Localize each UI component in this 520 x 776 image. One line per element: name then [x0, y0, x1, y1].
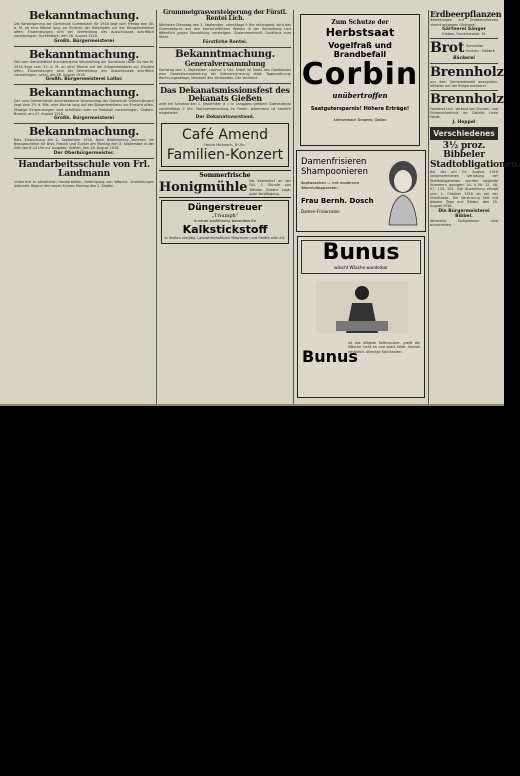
page-bottom-edge [0, 404, 504, 406]
brot-text: Schneider · Kuchen · Gebäck [466, 44, 498, 53]
damen-salon: Damen-Frisiersalon [301, 209, 340, 214]
corbin-seller: Alleinverkauf: Drogerie, Gießen [333, 118, 387, 122]
damen-ad [296, 150, 426, 232]
bunus-text: ist das billigste Seifenpulver, greift die Wäsche nicht an und spart Seife. Überall erhältlich. Alleinige Fabrikanten. [348, 341, 420, 354]
divider [159, 83, 291, 84]
kalk-text: in Gießen vorrätig. Landwirtschaftliche Maschinen und Geräte aller Art. [164, 236, 286, 241]
duenger-sub: „Triumph“ [211, 213, 239, 220]
cafe-ad [161, 123, 289, 167]
divider [14, 158, 154, 159]
brennholz-heading-2: Brennholz [430, 92, 504, 108]
bonds-note: Verlorene Obligationen sind anzumelden. [430, 218, 498, 228]
bunus-slogan: wäscht Wäsche wunderbar [334, 265, 388, 270]
divider [430, 90, 498, 91]
corbin-brand: Corbin [301, 57, 419, 92]
notice-signature: Großh. Bürgermeisterei Lollar. [45, 77, 123, 83]
mission-heading: Das Dekanatsmissionsfest des Dekanats Gießen [160, 84, 290, 103]
divider [14, 123, 154, 124]
notice-heading: Bekanntmachung. [28, 9, 140, 22]
notice-text: Der vom Gemeinderat durchberatene Voranschlag der Gemeinde Großen-Buseck liegt vom 29. d. Mts. eine Woche lang auf der Bürgermeisterei zur Einsicht offen. Etwaige Einwendungen sind schriftlich oder zu Protokoll vorzubringen. Großen-Buseck, am 27. August 1918. [14, 99, 154, 116]
duenger-ad [161, 200, 289, 243]
brot-ad [430, 41, 498, 56]
honig-ad [159, 170, 291, 198]
assembly-text: Samstag den 1. September, nachm. 2 Uhr, findet im Saale des Gasthauses eine Generalversammlung der Viehversicherung statt. Tagesordnung: Rechnungsablage, Neuwahl des Vorstandes. Der Vorstand. [159, 67, 291, 81]
auction-heading: Grummetgrasversteigerung der Fürstl. Rentei Lich. [163, 9, 287, 23]
notice-signature: Der Oberbürgermeister. [53, 150, 115, 156]
brot-heading: Brot [430, 40, 465, 57]
mission-text: wird am Sonntag den 1. September d. J. in Langgöns gefeiert. Gottesdienst nachmittags 2 Uhr, Nachversammlung im Freien. Jedermann ist herzlich eingeladen. [159, 102, 291, 115]
brennholz-heading: Brennholz [430, 64, 504, 80]
divider [159, 47, 291, 48]
divider [430, 63, 498, 64]
column-1 [14, 10, 154, 404]
school-heading: Handarbeitsschule von Frl. Landmann [18, 159, 150, 180]
section-banner: Verschiedenes [430, 127, 498, 140]
column-rule [156, 10, 157, 404]
notice-signature: Großh. Bürgermeisterei [53, 38, 115, 44]
bonds-text: Bei der am 24. August 1918 vorgenommenen Verlosung der Stadtobligationen wurden folgende Nummern gezogen: Lit. A Nr. 12, 48, 97, 133, 201. Die Auszahlung erfolgt vom 1. Oktober 1918 ab bei der Stadtkasse. Die Verzinsung hört mit diesem Tage auf. Bibbel, den 25. August 1918. [430, 170, 498, 209]
column-4 [430, 9, 520, 404]
notice-text: Der vom Gemeinderat durchberatene Voranschlag der Gemeinde Lollar für das Rj. 1918 liegt vom 31. d. M. an eine Woche auf der Bürgermeisterei zur Einsicht offen. Einwendungen sind bei Vermeidung des Ausschlusses schriftlich vorzubringen. Lollar, am 28. August 1918. [14, 60, 154, 78]
column-rule [293, 10, 294, 404]
auction-text: Nächsten Dienstag den 3. September, vormittags 9 Uhr anfangend, wird das Grummetgras aus den herrschaftlichen Wiesen in der Gemarkung Lich öffentlich gegen Barzahlung versteigert. Zusammenkunft: Gasthaus zum Stern. [159, 22, 291, 40]
damen-owner: Frau Bernh. Dosch [301, 197, 374, 205]
school-text: Unterricht in sämtlichen Handarbeiten, Anfertigung von Wäsche. Anmeldungen jederzeit. Beginn des neuen Kurses: Montag den 2. Septbr. [14, 179, 154, 188]
damen-text: Kopfwaschen — mit modernen Warmluftapparaten [301, 180, 360, 190]
bonds-heading: 3½ proz. Bibbeler Stadtobligationen. [430, 140, 520, 170]
bonds-signature: Die Bürgermeisterei Bibbel. [438, 208, 490, 219]
notice-text: Betr. Einbuchung am 2. September 1918. Nach Bestimmung kommen die Bezugsscheine für Brot, Fleisch und Zucker am Montag den 2. September in der Zeit von 8–12 Uhr zur Ausgabe. Gießen, den 28. August 1918. [14, 137, 154, 151]
duenger-heading: Düngerstreuer [187, 203, 263, 214]
notice-heading: Bekanntmachung. [28, 86, 140, 100]
honig-kicker: Sommerfrische [199, 172, 251, 180]
bunus-banner [301, 240, 421, 274]
kalk-heading: Kalkstickstoff [182, 223, 268, 237]
notice-signature: Großh. Bürgermeisterei [53, 116, 115, 122]
divider [14, 84, 154, 85]
washerwoman-image [316, 281, 408, 333]
cafe-concert: Familien-Konzert [166, 147, 284, 164]
corbin-kicker: Zum Schutze der [331, 19, 389, 26]
corbin-claim: Saatgutersparnis! Höhere Erträge! [310, 106, 410, 112]
divider [14, 46, 154, 47]
damen-heading: Damenfrisieren Shampoonieren [301, 157, 368, 177]
auction-signature: Fürstliche Rentei. [202, 39, 248, 45]
erdbeer-seller: Gärtnerei Sänger [442, 26, 486, 32]
cafe-time: Heute Mittwoch, 8 Uhr: [204, 143, 246, 148]
mission-signature: Der Dekanatsvorstand. [195, 115, 255, 121]
erdbeer-text: Bestellungen auf Erdbeerpflanzen nimmt entgegen Gärtnerei [430, 18, 498, 27]
honig-text: bei Katzenfurt an der Dill, 1 Stunde von Wetzlar. Schöne Lage, gute Verpflegung. [249, 179, 291, 197]
brennholz-signature: J. Hoppel [452, 119, 476, 125]
divider [430, 38, 498, 39]
notice-heading: Bekanntmachung. [28, 47, 140, 61]
erdbeer-heading: Erdbeerpflanzen [430, 9, 502, 19]
brennholz-text: aus dem Gemeindewald abzugeben. Näheres auf der Bürgermeisterei. [430, 79, 498, 88]
lady-portrait-image [383, 155, 421, 225]
bunus-brand-2: Bunus [302, 347, 358, 366]
corbin-sub: unübertroffen [332, 91, 388, 100]
bunus-ad [297, 236, 425, 398]
notice-text: Die Versteigerung der Gemeinde Gurkenbach für 1918 liegt vom Freitag den 30. d. M. ab eine Woche lang zur Einsicht der Beteiligten auf der Bürgermeisterei offen. Einwendungen sind bei Vermeidung des Ausschlusses schriftlich vorzubringen. Gurkenbach, den 26. August 1918. [14, 21, 154, 39]
column-rule [428, 10, 429, 404]
corbin-herbstsaat: Herbstsaat [325, 26, 395, 39]
duenger-text: in neuer Ausführung, besonders für [193, 219, 257, 224]
column-2 [159, 10, 291, 404]
brot-seller: Bäckerei [453, 55, 475, 61]
cafe-name: Café Amend [182, 127, 268, 144]
bunus-brand: Bunus [322, 240, 400, 265]
erdbeer-address: Gießen, Frankfurterstr. 91 [442, 31, 486, 36]
brennholz-text-2: Forstamt Lich. Verkauf von Buchen- und Eichenscheitholz im Distrikt Hohe Hardt. [430, 106, 498, 120]
notice-heading: Bekanntmachung. [28, 125, 140, 139]
notice-heading: Bekanntmachung. [175, 48, 275, 60]
corbin-ad [300, 14, 420, 146]
assembly-heading: Generalversammlung [184, 59, 266, 69]
corbin-vogel: Vogelfraß und Brandbefall [328, 41, 392, 59]
honig-name: Honigmühle [159, 179, 248, 195]
